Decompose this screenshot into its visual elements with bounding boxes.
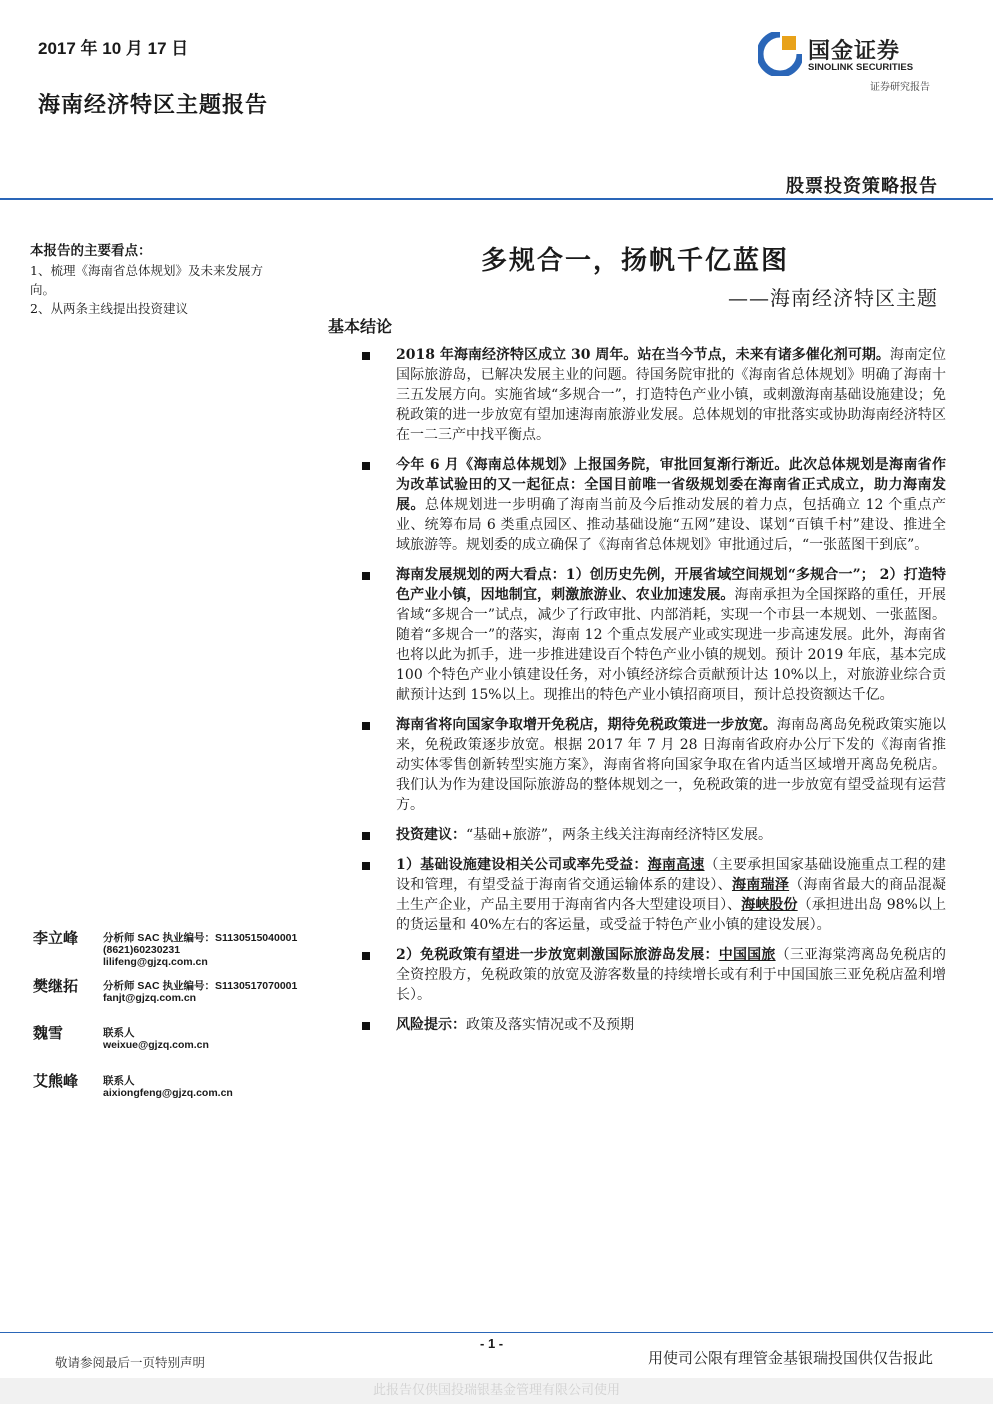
watermark-text: 此报告仅供国投瑞银基金管理有限公司使用 (0, 1378, 993, 1404)
footer-divider (0, 1332, 993, 1333)
highlight-item: 1、梳理《海南省总体规划》及未来发展方向。 (30, 263, 263, 297)
report-date: 2017 年 10 月 17 日 (38, 39, 189, 58)
conclusion-bullet (362, 455, 946, 555)
analyst-role: 联系人 (103, 1027, 135, 1039)
stock-name: 海峡股份 (741, 897, 798, 913)
analyst-email: fanjt@gjzq.com.cn (103, 992, 197, 1004)
highlights-heading: 本报告的主要看点： (30, 243, 152, 259)
bullet-square-icon (362, 952, 370, 960)
logo-english-name: SINOLINK SECURITIES (808, 62, 914, 73)
analyst-name: 樊继拓 (33, 977, 79, 995)
bullet-text: 海南承担为全国探路的重任，开展省域“多规合一”试点，减少了行政审批、内部消耗，实现一个市县一本规划、一张蓝图。随着“多规合一”的落实，海南 12 个重点发展产业或实现进一步高速发展。此外，海南省也将以此为抓手，进一步推进建设百个特色产业小镇的规划。预计 2019 年底，基本完成 100 个特色产业小镇建设任务，对小镇经济综合贡献预计达 10%以上，对旅游业综合贡献预计达到 15%以上。现推出的特色产业小镇招商项目，预计总投资额达千亿。 (396, 587, 947, 703)
analyst-credential: 分析师 SAC 执业编号：S1130517070001 (103, 980, 298, 992)
analyst-phone: (8621)60230231 (103, 944, 181, 956)
sub-title: ——海南经济特区主题 (728, 286, 938, 310)
stock-name: 海南高速 (647, 857, 705, 873)
bullet-lead: 风险提示： (396, 1017, 466, 1033)
conclusion-bullet (362, 945, 946, 1005)
bullet-text: 总体规划进一步明确了海南当前及今后推动发展的着力点，包括确立 12 个重点产业、统筹布局 6 类重点园区、推动基础设施“五网”建设、谋划“百镇千村”建设、推进全域旅游等。规划委的成立确保了《海南省总体规划》审批通过后，“一张蓝图干到底”。 (396, 497, 946, 553)
bullet-text: “基础+旅游”，两条主线关注海南经济特区发展。 (466, 827, 773, 843)
analyst-name: 艾熊峰 (33, 1072, 79, 1090)
highlights-box (30, 242, 270, 318)
bullet-square-icon (362, 352, 370, 360)
bullet-lead: 海南发展规划的两大看点：1）创历史先例，开展省域空间规划“多规合一”； 2）打造特色产业小镇，因地制宜，刺激旅游业、农业加速发展。 (396, 567, 946, 603)
conclusion-bullet (362, 855, 946, 935)
header-divider (0, 198, 993, 200)
bullet-text: （海南省最大的商品混凝土生产企业，产品主要用于海南省内各大型建设项目）、 (396, 877, 947, 913)
report-series-title: 海南经济特区主题报告 (38, 92, 269, 118)
bullet-lead: 投资建议： (396, 827, 466, 843)
conclusion-bullet (362, 565, 946, 705)
logo-subtitle: 证券研究报告 (870, 82, 930, 93)
logo-chinese-name: 国金证券 (808, 38, 901, 63)
report-type: 股票投资策略报告 (786, 176, 938, 197)
footer-notice: 用使司公限有理管金基银瑞投国供仅告报此 (647, 1349, 933, 1367)
company-logo (758, 32, 958, 102)
bullet-square-icon (362, 722, 370, 730)
section-heading: 基本结论 (328, 317, 393, 336)
bullet-lead: 海南省将向国家争取增开免税店，期待免税政策进一步放宽。 (396, 717, 777, 733)
analyst-name: 李立峰 (33, 929, 79, 947)
conclusion-bullet (362, 345, 946, 445)
bullet-square-icon (362, 572, 370, 580)
sinolink-logo-icon (758, 32, 802, 76)
analyst-credential: 分析师 SAC 执业编号：S1130515040001 (103, 932, 298, 944)
analyst-name: 魏雪 (33, 1024, 64, 1042)
main-title: 多规合一，扬帆千亿蓝图 (480, 246, 789, 276)
bullet-text: （承担进出岛 98%以上的货运量和 40%左右的客运量，或受益于特色产业小镇的建设发展）。 (396, 897, 947, 933)
bullet-lead: 今年 6 月《海南总体规划》上报国务院，审批回复渐行渐近。此次总体规划是海南省作为改革试验田的又一起征点：全国目前唯一省级规划委在海南省正式成立，助力海南发展。 (396, 457, 946, 513)
bullet-text: 海南定位国际旅游岛，已解决发展主业的问题。待国务院审批的《海南省总体规划》明确了海南十三五发展方向。实施省域“多规合一”，打造特色产业小镇，或刺激海南基础设施建设；免税政策的进一步放宽有望加速海南旅游业发展。总体规划的审批落实或协助海南经济特区在一二三产中找平衡点。 (396, 347, 946, 443)
bullet-text: 政策及落实情况或不及预期 (466, 1017, 634, 1033)
analyst-role: 联系人 (103, 1075, 135, 1087)
bullet-text: （三亚海棠湾离岛免税店的全资控股方，免税政策的放宽及游客数量的持续增长或有利于中国国旅三亚免税店盈利增长）。 (396, 947, 946, 1003)
page-number: - 1 - (480, 1336, 504, 1351)
conclusion-bullet (362, 1015, 946, 1035)
analyst-email: weixue@gjzq.com.cn (103, 1039, 209, 1051)
highlight-item: 2、从两条主线提出投资建议 (30, 301, 188, 316)
bullet-square-icon (362, 1022, 370, 1030)
bullet-text: 海南岛离岛免税政策实施以来，免税政策逐步放宽。根据 2017 年 7 月 28 日海南省政府办公厅下发的《海南省推动实体零售创新转型实施方案》，海南省将向国家争取在省内适当区域增开离岛免税店。我们认为作为建设国际旅游岛的整体规划之一，免税政策的进一步放宽有望受益现有运营方。 (396, 717, 947, 813)
conclusion-bullet (362, 825, 946, 845)
bullet-lead: 2）免税政策有望进一步放宽刺激国际旅游岛发展： (396, 947, 719, 963)
bullet-square-icon (362, 832, 370, 840)
analyst-email: lilifeng@gjzq.com.cn (103, 956, 208, 968)
bullet-square-icon (362, 862, 370, 870)
stock-name: 中国国旅 (718, 947, 776, 963)
stock-name: 海南瑞泽 (731, 877, 790, 893)
conclusion-list (362, 345, 946, 1045)
bullet-text: （主要承担国家基础设施重点工程的建设和管理，有望受益于海南省交通运输体系的建设）、 (396, 857, 947, 893)
bullet-lead: 2018 年海南经济特区成立 30 周年。站在当今节点，未来有诸多催化剂可期。 (396, 347, 890, 363)
bullet-square-icon (362, 462, 370, 470)
analyst-email: aixiongfeng@gjzq.com.cn (103, 1087, 233, 1099)
conclusion-bullet (362, 715, 946, 815)
disclaimer-note: 敬请参阅最后一页特别声明 (55, 1355, 206, 1370)
bullet-lead: 1）基础设施建设相关公司或率先受益： (396, 857, 648, 873)
